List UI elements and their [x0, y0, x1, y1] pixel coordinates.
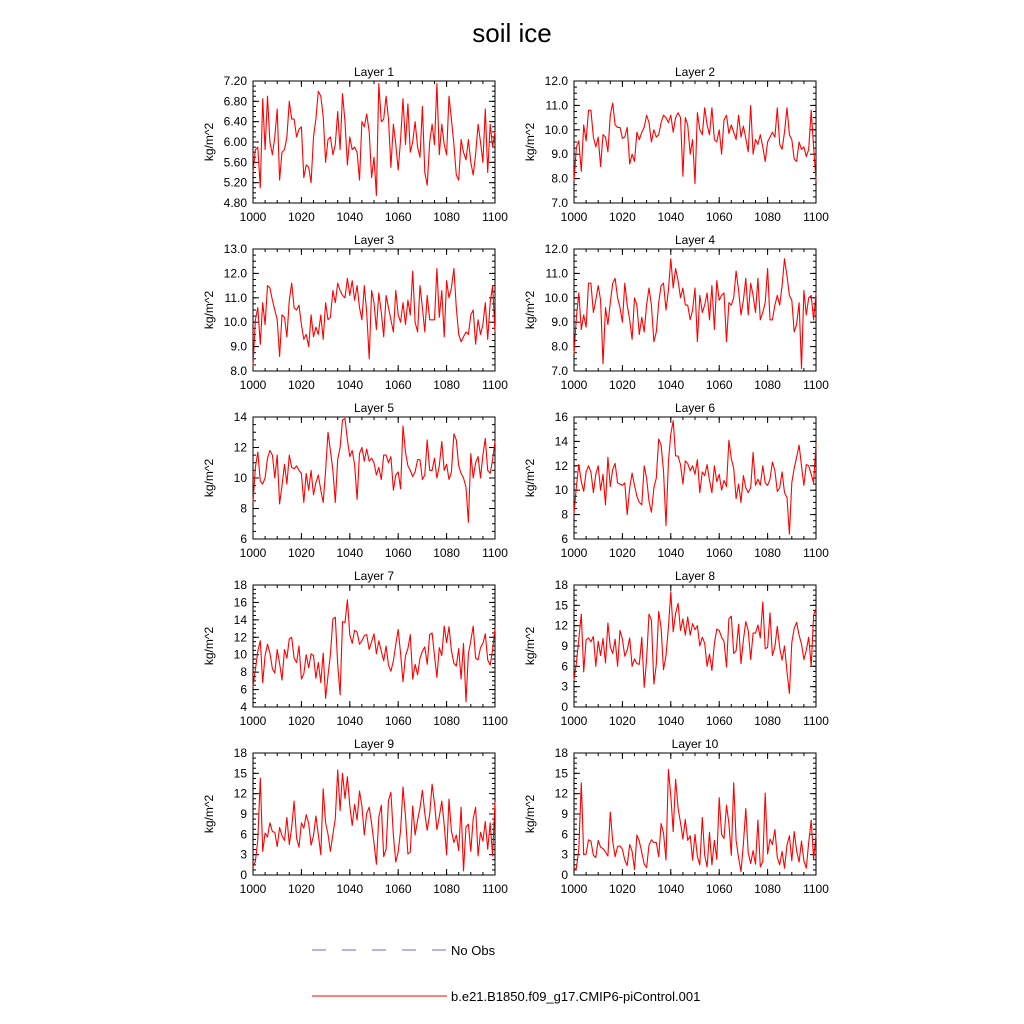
layer-9-panel — [202, 737, 508, 896]
layer-9-y-tick-label: 3 — [240, 847, 247, 862]
layer-10-x-tick-label: 1100 — [803, 882, 829, 896]
layer-3-y-tick-label: 11.0 — [224, 290, 247, 305]
layer-10-y-tick-label: 9 — [561, 807, 568, 821]
layer-6-y-tick-label: 14 — [554, 434, 568, 449]
layer-5-x-tick-label: 1040 — [336, 546, 364, 560]
layer-2-ylabel: kg/m^2 — [523, 122, 537, 162]
layer-6-x-tick-label: 1040 — [657, 546, 685, 560]
layer-10-ylabel: kg/m^2 — [523, 794, 537, 834]
layer-7-plot-frame — [253, 585, 495, 707]
layer-10-series-line — [574, 769, 816, 871]
layer-7-x-tick-label: 1040 — [336, 714, 364, 728]
layer-7-panel — [202, 569, 508, 728]
layer-1-y-tick-label: 6.00 — [223, 135, 247, 149]
layer-4-title: Layer 4 — [674, 233, 716, 247]
layer-9-x-tick-label: 1100 — [482, 882, 508, 896]
layer-8-title: Layer 8 — [674, 569, 716, 583]
layer-8-ylabel: kg/m^2 — [523, 626, 537, 666]
layer-1-plot-frame — [253, 81, 495, 203]
layer-8-series-line — [574, 592, 816, 694]
layer-10-title: Layer 10 — [671, 737, 719, 751]
layer-1-x-tick-label: 1060 — [384, 210, 412, 224]
layer-6-plot-frame — [574, 417, 816, 539]
layer-8-y-tick-label: 15 — [554, 598, 568, 613]
layer-1-ylabel: kg/m^2 — [202, 122, 216, 162]
layer-5-x-tick-label: 1000 — [239, 546, 267, 560]
layer-6-title: Layer 6 — [674, 401, 716, 415]
layer-6-x-tick-label: 1100 — [803, 546, 829, 560]
layer-4-y-tick-label: 7.0 — [551, 364, 568, 378]
layer-2-x-tick-label: 1100 — [803, 210, 829, 224]
layer-8-y-tick-label: 18 — [554, 578, 568, 592]
layer-9-ylabel: kg/m^2 — [202, 794, 216, 834]
layer-6-y-tick-label: 8 — [561, 507, 568, 522]
layer-9-y-tick-label: 15 — [233, 766, 247, 781]
layer-7-y-tick-label: 18 — [233, 578, 247, 592]
layer-9-x-tick-label: 1080 — [433, 882, 460, 896]
layer-2-title: Layer 2 — [674, 65, 716, 79]
layer-4-x-tick-label: 1060 — [705, 378, 733, 392]
layer-10-panel — [523, 737, 829, 896]
layer-7-y-tick-label: 6 — [240, 682, 247, 697]
layer-8-x-tick-label: 1020 — [609, 714, 636, 728]
layer-9-title: Layer 9 — [353, 737, 395, 751]
layer-3-ylabel: kg/m^2 — [202, 290, 216, 330]
layer-7-x-tick-label: 1100 — [482, 714, 508, 728]
layer-1-x-tick-label: 1020 — [288, 210, 315, 224]
layer-1-x-tick-label: 1080 — [433, 210, 460, 224]
layer-10-x-tick-label: 1040 — [657, 882, 685, 896]
layer-4-y-tick-label: 8.0 — [551, 339, 568, 354]
layer-10-y-tick-label: 0 — [561, 868, 568, 882]
layer-9-x-tick-label: 1000 — [239, 882, 267, 896]
layer-1-y-tick-label: 5.60 — [223, 155, 247, 170]
layer-4-y-tick-label: 11.0 — [545, 266, 568, 281]
layer-7-y-tick-label: 12 — [233, 630, 247, 645]
layer-2-x-tick-label: 1040 — [657, 210, 685, 224]
layer-4-series-line — [574, 259, 816, 369]
layer-9-y-tick-label: 0 — [240, 868, 247, 882]
layer-2-y-tick-label: 12.0 — [544, 74, 568, 88]
layer-8-x-tick-label: 1080 — [754, 714, 781, 728]
layer-5-y-tick-label: 12 — [233, 440, 247, 455]
layer-2-y-tick-label: 11.0 — [545, 98, 568, 113]
layer-9-x-tick-label: 1040 — [336, 882, 364, 896]
layer-5-ylabel: kg/m^2 — [202, 458, 216, 498]
layer-9-y-tick-label: 18 — [233, 746, 247, 760]
layer-6-series-line — [574, 421, 816, 534]
layer-10-x-tick-label: 1020 — [609, 882, 636, 896]
layer-8-x-tick-label: 1100 — [803, 714, 829, 728]
layer-10-y-tick-label: 6 — [561, 827, 568, 842]
layer-3-y-tick-label: 13.0 — [223, 242, 247, 256]
layer-8-x-tick-label: 1000 — [560, 714, 588, 728]
layer-2-panel — [523, 65, 829, 224]
layer-5-y-tick-label: 8 — [240, 501, 247, 516]
layer-7-y-tick-label: 8 — [240, 665, 247, 680]
layer-7-x-tick-label: 1020 — [288, 714, 315, 728]
layer-7-title: Layer 7 — [353, 569, 395, 583]
layer-1-y-tick-label: 4.80 — [223, 196, 247, 210]
layer-2-series-line — [574, 103, 816, 184]
layer-5-title: Layer 5 — [353, 401, 395, 415]
layer-9-y-tick-label: 9 — [240, 807, 247, 821]
legend — [312, 943, 700, 1004]
layer-5-x-tick-label: 1020 — [288, 546, 315, 560]
layer-10-y-tick-label: 3 — [561, 847, 568, 862]
layer-2-y-tick-label: 7.0 — [551, 196, 568, 210]
layer-6-x-tick-label: 1060 — [705, 546, 733, 560]
layer-3-plot-frame — [253, 249, 495, 371]
layer-3-x-tick-label: 1040 — [336, 378, 364, 392]
layer-10-x-tick-label: 1000 — [560, 882, 588, 896]
layer-1-y-tick-label: 7.20 — [223, 74, 247, 88]
layer-5-x-tick-label: 1080 — [433, 546, 460, 560]
layer-1-x-tick-label: 1000 — [239, 210, 267, 224]
layer-3-x-tick-label: 1100 — [482, 378, 508, 392]
legend-label-no-obs: No Obs — [451, 943, 496, 958]
layer-6-y-tick-label: 12 — [554, 458, 568, 473]
layer-6-y-tick-label: 6 — [561, 532, 568, 546]
layer-4-y-tick-label: 9.0 — [551, 315, 568, 330]
layer-2-x-tick-label: 1060 — [705, 210, 733, 224]
layer-3-y-tick-label: 9.0 — [230, 339, 247, 354]
layer-1-title: Layer 1 — [353, 65, 395, 79]
layer-8-y-tick-label: 0 — [561, 700, 568, 714]
layer-7-x-tick-label: 1080 — [433, 714, 460, 728]
layer-1-x-tick-label: 1040 — [336, 210, 364, 224]
layer-2-x-tick-label: 1080 — [754, 210, 781, 224]
layer-1-panel — [202, 65, 508, 224]
layer-1-series-line — [253, 84, 495, 196]
layer-1-y-tick-label: 5.20 — [223, 175, 247, 190]
layer-7-ylabel: kg/m^2 — [202, 626, 216, 666]
layer-9-plot-frame — [253, 753, 495, 875]
layer-4-y-tick-label: 10.0 — [544, 290, 568, 305]
layer-10-x-tick-label: 1060 — [705, 882, 733, 896]
layer-1-x-tick-label: 1100 — [482, 210, 508, 224]
layer-2-y-tick-label: 9.0 — [551, 147, 568, 162]
layer-8-y-tick-label: 9 — [561, 639, 568, 653]
layer-4-x-tick-label: 1000 — [560, 378, 588, 392]
layer-6-x-tick-label: 1020 — [609, 546, 636, 560]
layer-4-plot-frame — [574, 249, 816, 371]
layer-2-y-tick-label: 10.0 — [544, 122, 568, 137]
layer-7-y-tick-label: 4 — [240, 700, 247, 714]
layer-4-ylabel: kg/m^2 — [523, 290, 537, 330]
layer-7-y-tick-label: 16 — [233, 595, 247, 610]
layer-7-y-tick-label: 14 — [233, 612, 247, 627]
layer-3-x-tick-label: 1060 — [384, 378, 412, 392]
layer-5-y-tick-label: 14 — [233, 410, 247, 424]
layer-10-y-tick-label: 12 — [554, 786, 568, 801]
layer-8-y-tick-label: 3 — [561, 679, 568, 694]
layer-8-y-tick-label: 6 — [561, 659, 568, 674]
layer-10-x-tick-label: 1080 — [754, 882, 781, 896]
layer-4-y-tick-label: 12.0 — [544, 242, 568, 256]
layer-3-series-line — [253, 269, 495, 367]
layer-6-y-tick-label: 16 — [554, 410, 568, 424]
layer-5-y-tick-label: 6 — [240, 532, 247, 546]
layer-5-series-line — [253, 419, 495, 523]
layer-6-x-tick-label: 1080 — [754, 546, 781, 560]
layer-5-x-tick-label: 1060 — [384, 546, 412, 560]
layer-4-panel — [523, 233, 829, 392]
layer-8-x-tick-label: 1060 — [705, 714, 733, 728]
layer-4-x-tick-label: 1040 — [657, 378, 685, 392]
layer-8-y-tick-label: 12 — [554, 618, 568, 633]
layer-6-panel — [523, 401, 829, 560]
panels-group — [202, 65, 829, 896]
layer-3-panel — [202, 233, 508, 392]
layer-7-y-tick-label: 10 — [233, 647, 247, 662]
layer-3-title: Layer 3 — [353, 233, 395, 247]
layer-8-panel — [523, 569, 829, 728]
layer-2-x-tick-label: 1000 — [560, 210, 588, 224]
layer-9-series-line — [253, 770, 495, 871]
layer-6-x-tick-label: 1000 — [560, 546, 588, 560]
layer-5-plot-frame — [253, 417, 495, 539]
figure-title: soil ice — [472, 18, 552, 48]
layer-9-x-tick-label: 1060 — [384, 882, 412, 896]
layer-3-y-tick-label: 10.0 — [223, 315, 247, 330]
layer-10-y-tick-label: 15 — [554, 766, 568, 781]
layer-5-panel — [202, 401, 508, 560]
layer-4-x-tick-label: 1020 — [609, 378, 636, 392]
layer-10-y-tick-label: 18 — [554, 746, 568, 760]
layer-3-y-tick-label: 12.0 — [223, 266, 247, 281]
layer-7-x-tick-label: 1000 — [239, 714, 267, 728]
layer-7-x-tick-label: 1060 — [384, 714, 412, 728]
layer-6-ylabel: kg/m^2 — [523, 458, 537, 498]
layer-3-x-tick-label: 1000 — [239, 378, 267, 392]
layer-7-series-line — [253, 600, 495, 702]
layer-1-y-tick-label: 6.80 — [223, 94, 247, 109]
layer-6-y-tick-label: 10 — [554, 483, 568, 498]
legend-label-picontrol: b.e21.B1850.f09_g17.CMIP6-piControl.001 — [451, 989, 701, 1004]
layer-3-x-tick-label: 1020 — [288, 378, 315, 392]
layer-3-y-tick-label: 8.0 — [230, 364, 247, 378]
layer-5-x-tick-label: 1100 — [482, 546, 508, 560]
layer-1-y-tick-label: 6.40 — [223, 114, 247, 129]
layer-8-x-tick-label: 1040 — [657, 714, 685, 728]
layer-9-y-tick-label: 6 — [240, 827, 247, 842]
layer-9-y-tick-label: 12 — [233, 786, 247, 801]
layer-4-x-tick-label: 1080 — [754, 378, 781, 392]
layer-2-x-tick-label: 1020 — [609, 210, 636, 224]
layer-2-y-tick-label: 8.0 — [551, 171, 568, 186]
layer-9-x-tick-label: 1020 — [288, 882, 315, 896]
layer-3-x-tick-label: 1080 — [433, 378, 460, 392]
layer-5-y-tick-label: 10 — [233, 471, 247, 485]
layer-4-x-tick-label: 1100 — [803, 378, 829, 392]
